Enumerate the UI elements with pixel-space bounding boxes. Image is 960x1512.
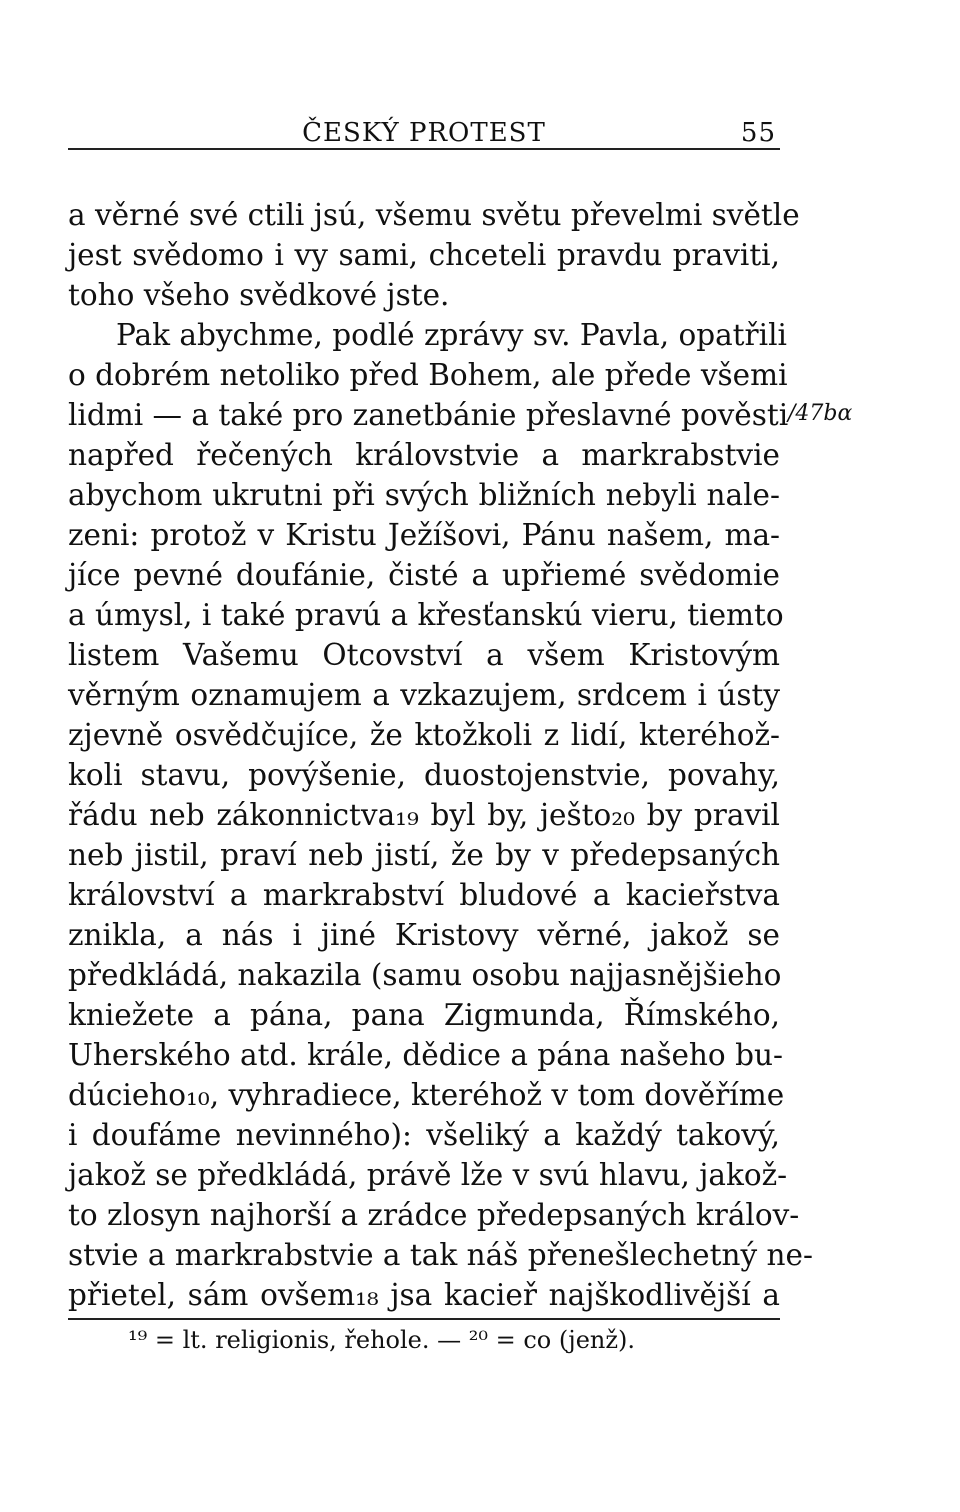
body-text [68, 195, 813, 1315]
footnote-rule [68, 1318, 780, 1320]
text-line: listem Vašemu Otcovství a všem Kristovým [68, 638, 780, 672]
text-line: Uherského atd. krále, dědice a pána našeho bu- [68, 1038, 783, 1072]
text-line: i doufáme nevinného): všeliký a každý takový, [68, 1118, 780, 1152]
text-line: a věrné své ctili jsú, všemu světu převelmi světle [68, 198, 800, 232]
text-line: Pak abychme, podlé zprávy sv. Pavla, opatřili [116, 318, 787, 352]
text-line: a úmysl, i také pravú a křesťanskú vieru, tiemto [68, 598, 784, 632]
text-line: zjevně osvědčujíce, že ktožkoli z lidí, kteréhož- [68, 718, 780, 752]
page-number: 55 [740, 118, 776, 148]
text-line: věrným oznamujem a vzkazujem, srdcem i ústy [68, 678, 780, 712]
text-line: toho všeho svědkové jste. [68, 278, 450, 312]
running-title: ČESKÝ PROTEST [302, 118, 546, 148]
text-line: dúcieho₁₀, vyhradiece, kteréhož v tom dověříme [68, 1078, 785, 1112]
footnote: ¹⁹ = lt. religionis, řehole. — ²⁰ = co (jenž). [128, 1326, 635, 1354]
running-head [68, 118, 780, 150]
text-line: předkládá, nakazila (samu osobu najjasnějšieho [68, 958, 782, 992]
text-line: jest svědomo i vy sami, chceteli pravdu praviti, [68, 238, 780, 272]
text-line: to zlosyn najhorší a zrádce předepsaných králov- [68, 1198, 800, 1232]
text-line: zeni: protož v Kristu Ježíšovi, Pánu našem, ma- [68, 518, 780, 552]
text-line: koli stavu, povýšenie, duostojenstvie, povahy, [68, 758, 780, 792]
text-line: napřed řečených královstvie a markrabstvie [68, 438, 780, 472]
text-line: řádu neb zákonnictva₁₉ byl by, ješto₂₀ by pravil [68, 798, 780, 832]
text-line: království a markrabství bludové a kacieřstva [68, 878, 780, 912]
text-line: znikla, a nás i jiné Kristovy věrné, jakož se [68, 918, 780, 952]
text-line: stvie a markrabstvie a tak náš přenešlechetný ne- [68, 1238, 813, 1272]
text-line: o dobrém netoliko před Bohem, ale přede všemi [68, 358, 788, 392]
text-line: abychom ukrutni při svých bližních nebyli nale- [68, 478, 780, 512]
text-line: neb jistil, praví neb jistí, že by v předepsaných [68, 838, 780, 872]
text-line: přietel, sám ovšem₁₈ jsa kacieř najškodlivější a [68, 1278, 780, 1312]
text-line: lidmi — a také pro zanetbánie přeslavné pověsti [68, 398, 789, 432]
header-rule [68, 148, 780, 150]
text-line: jakož se předkládá, právě lže v svú hlavu, jakož- [68, 1158, 788, 1192]
margin-note: /47bα [788, 401, 853, 426]
text-line: kniežete a pána, pana Zigmunda, Římského, [68, 998, 780, 1032]
text-line: jíce pevné doufánie, čisté a upřiemé svědomie [68, 558, 780, 592]
